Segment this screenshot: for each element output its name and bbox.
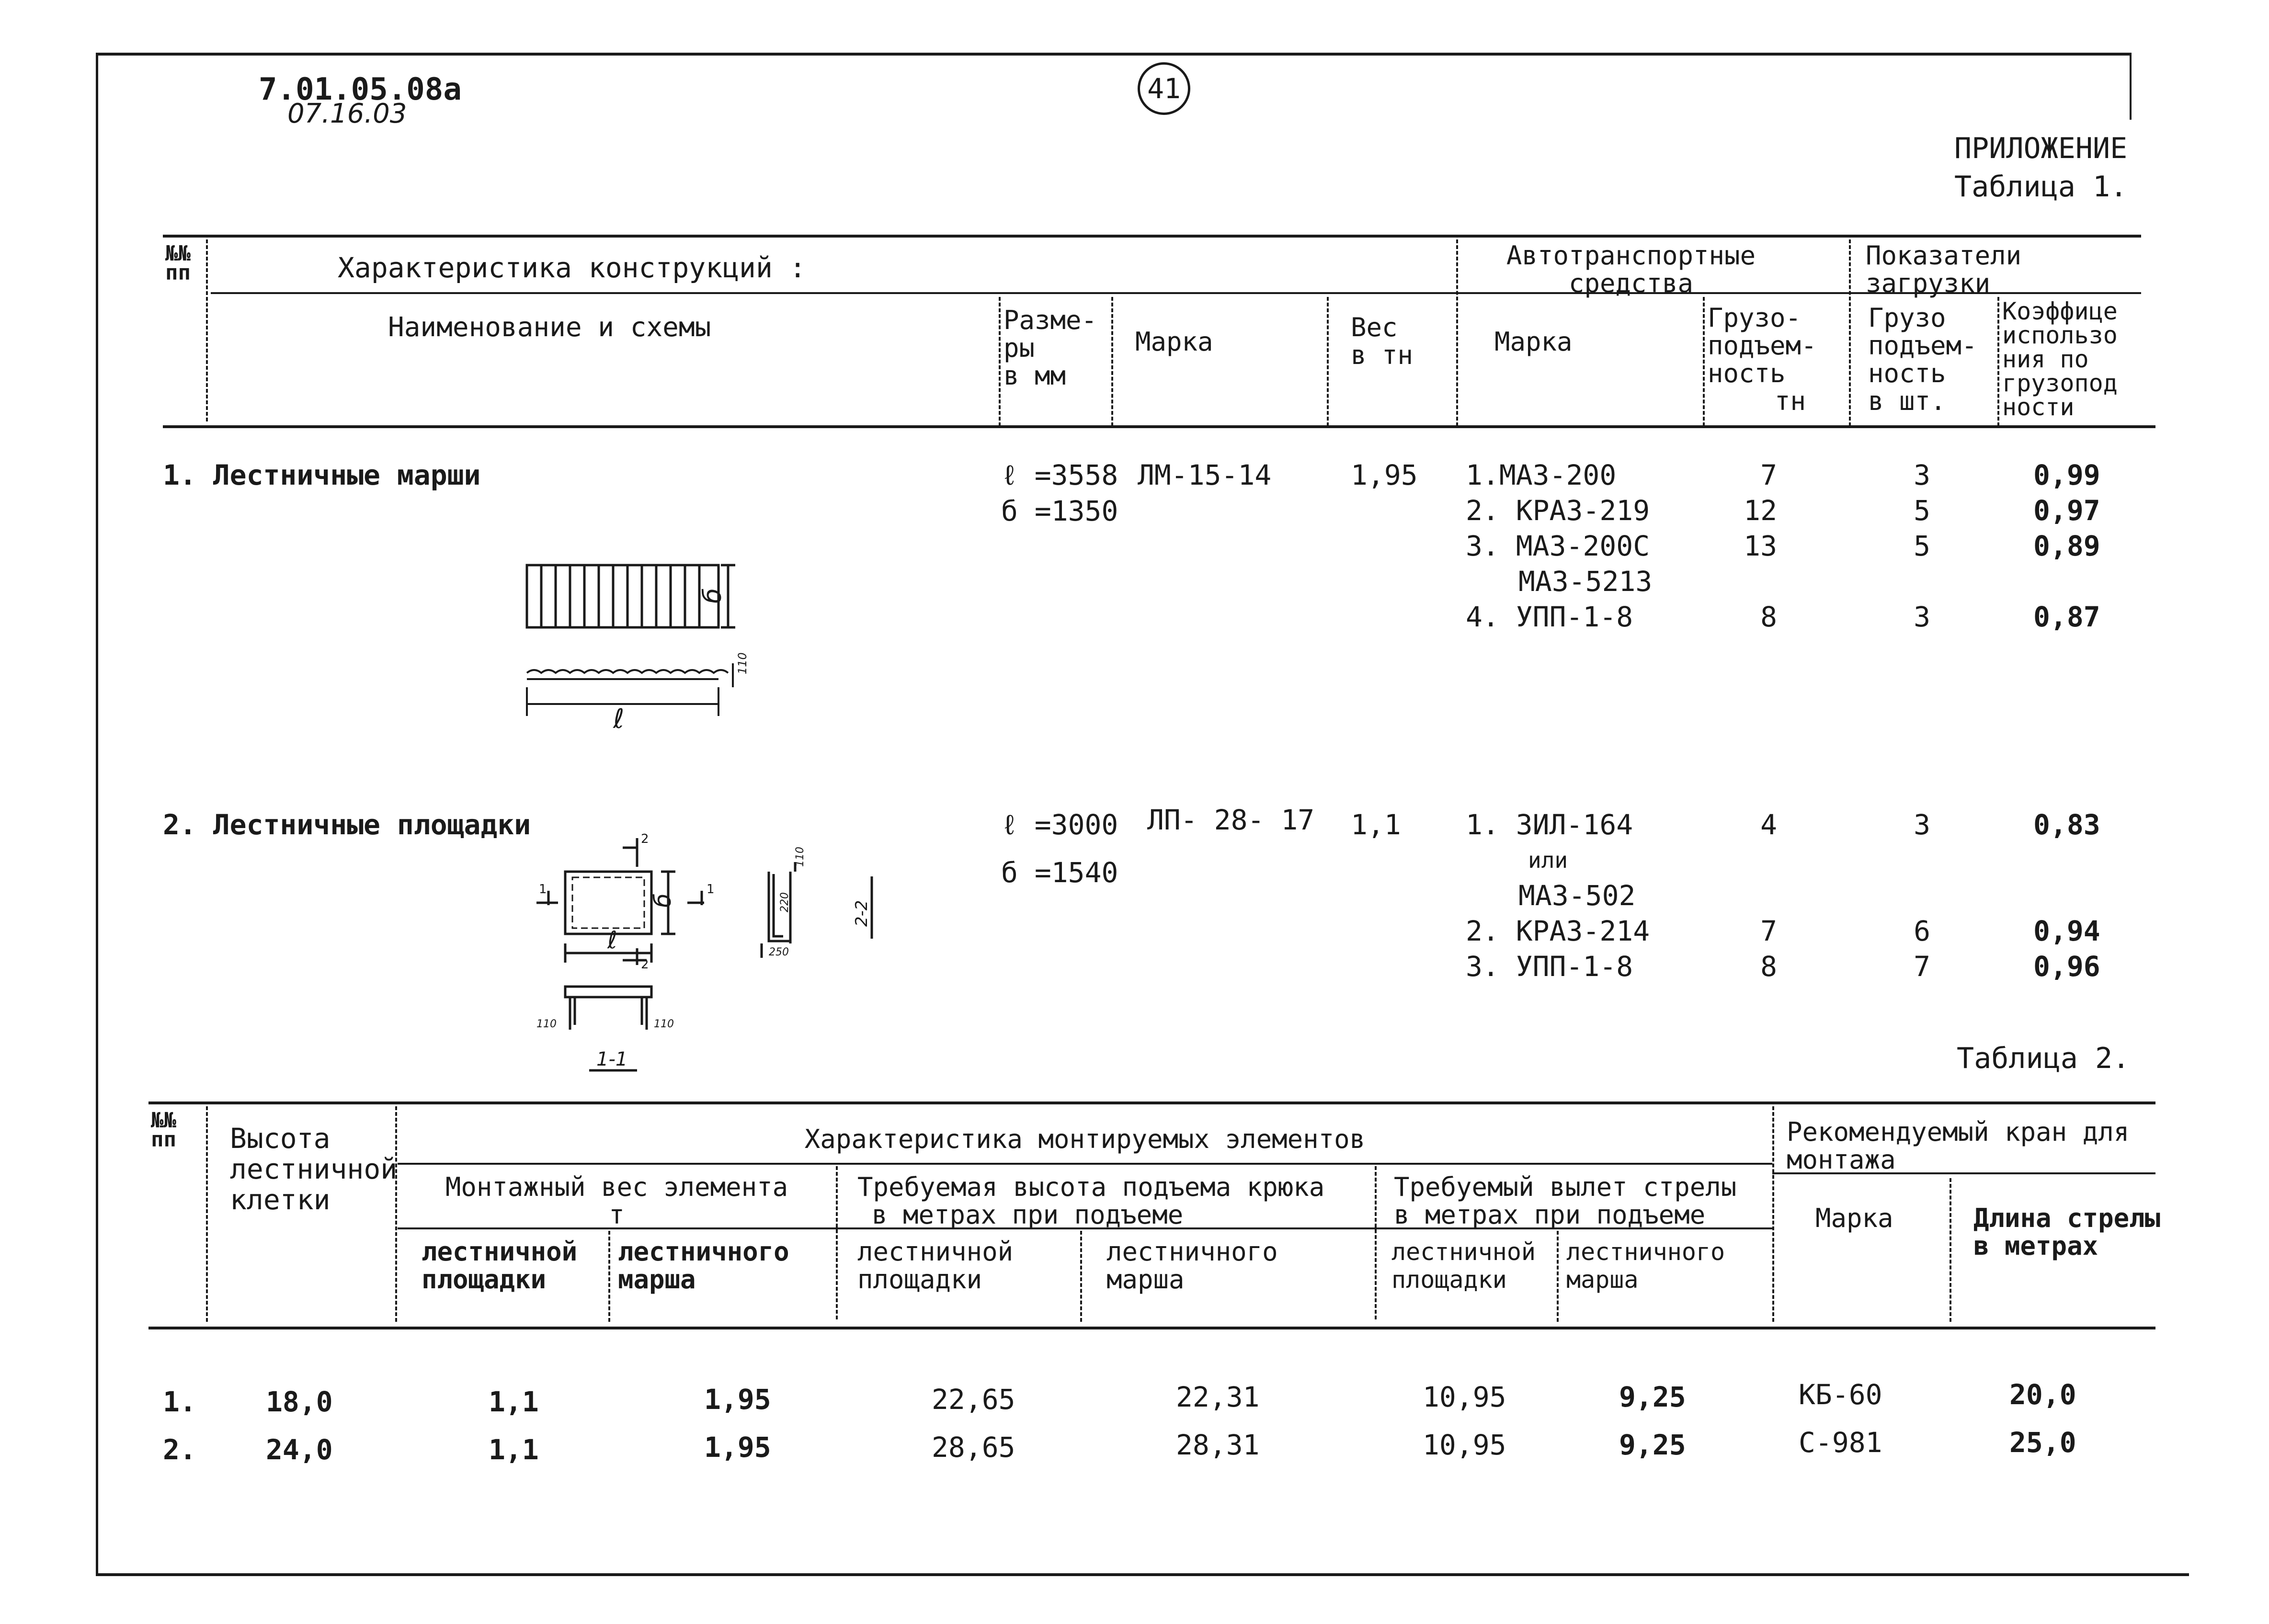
doc-code: 7.01.05.08а: [259, 72, 462, 107]
landing-mark-2-top: 2: [641, 832, 649, 846]
table2-h-reach-flight: лестничного марша: [1566, 1238, 1725, 1294]
table2-h-crane-mark: Марка: [1815, 1203, 1893, 1233]
row2-capacity: 4 7 8: [1760, 808, 1777, 983]
landing-dim-b: б: [650, 893, 676, 908]
t2r2-boom: 25,0: [2009, 1426, 2076, 1459]
landing-dim-110-left: 110: [536, 1018, 557, 1030]
t2r1-w-landing: 1,1: [489, 1386, 539, 1418]
table1-h-size: Разме- ры в мм: [1003, 305, 1097, 391]
table2-h-reach-landing: лестничной площадки: [1391, 1238, 1536, 1294]
table2-divider-reach-mid: [1557, 1231, 1559, 1322]
table1-h-pcs: Грузо подъем- ность в шт.: [1868, 303, 1977, 416]
frame-top-line: [96, 53, 2132, 56]
t2r1-boom: 20,0: [2009, 1378, 2076, 1411]
landing-mark-2-bottom: 2: [641, 957, 649, 972]
landing-dim-110-right: 110: [654, 1018, 674, 1030]
table1-h-tmark: Марка: [1494, 327, 1573, 357]
t2r1-reach-landing: 10,95: [1423, 1381, 1506, 1413]
appendix-label: ПРИЛОЖЕНИЕ: [1954, 132, 2128, 165]
table2-divider-boom: [1950, 1178, 1951, 1322]
table1-divider-mark: [1111, 297, 1113, 426]
landing-plan: [536, 838, 704, 965]
t2r2-reach-flight: 9,25: [1619, 1429, 1686, 1461]
row1-weight: 1,95: [1351, 459, 1418, 491]
row2-vehicle-1: 1. ЗИЛ-164: [1466, 808, 1633, 841]
row2-size-l: ℓ =3000: [1001, 808, 1118, 841]
table2-h-height: Высота лестничной клетки: [230, 1122, 398, 1216]
row2-weight: 1,1: [1351, 808, 1401, 841]
t2r1-hook-flight: 22,31: [1176, 1381, 1260, 1413]
row1-pcs: 3 5 5 3: [1914, 459, 1930, 633]
t2r1-height: 18,0: [266, 1386, 333, 1418]
table2-divider-hook-mid: [1080, 1231, 1082, 1322]
t2r2-reach-landing: 10,95: [1423, 1429, 1506, 1461]
table1-sub-rule: [211, 292, 2141, 294]
frame-right-tick: [2130, 53, 2132, 120]
flight-dim-l: ℓ: [613, 704, 625, 735]
landing-section-11-label: 1-1: [596, 1048, 628, 1070]
row2-vehicle-4: 2. КРАЗ-214: [1466, 915, 1650, 947]
table2-h-hook-flight: лестничного марша: [1106, 1237, 1278, 1295]
table1-h-coef: Коэффице использо ния по грузопод ности: [2002, 297, 2118, 421]
t2r1-crane: КБ-60: [1799, 1378, 1882, 1411]
table1-h-num: №№ пп: [165, 241, 191, 285]
row2-vehicles: [1466, 807, 1650, 984]
t2r1-hook-landing: 22,65: [932, 1383, 1015, 1416]
stair-flight-sketch: [517, 560, 786, 738]
table2-divider-num: [206, 1106, 208, 1322]
table2-h-weight: Монтажный вес элемента т: [445, 1172, 788, 1230]
row1-capacity: 7 12 13 8: [1744, 459, 1777, 633]
landing-section-22-label: 2-2: [852, 900, 871, 927]
row1-name: 1. Лестничные марши: [163, 459, 481, 491]
table1-label: Таблица 1.: [1954, 170, 2128, 204]
table2-divider-reach: [1375, 1166, 1377, 1319]
row2-size-b: б =1540: [1001, 856, 1118, 889]
row1-vehicles: [1466, 457, 1652, 635]
table1-divider-pcs: [1997, 297, 1999, 426]
table2-h-num: №№ пп: [151, 1108, 176, 1152]
table2-label: Таблица 2.: [1957, 1042, 2130, 1075]
table2-h-char: Характеристика монтируемых элементов: [804, 1124, 1366, 1154]
frame-left-line: [96, 53, 98, 1576]
table1-divider-load: [1849, 239, 1851, 426]
table1-divider-size: [999, 297, 1001, 426]
t2r2-num: 2.: [163, 1433, 196, 1466]
table2-h-crane: Рекомендуемый кран для монтажа: [1787, 1117, 2130, 1175]
frame-bottom-line: [96, 1573, 2189, 1576]
row2-pcs: 3 6 7: [1914, 808, 1930, 983]
row2-name: 2. Лестничные площадки: [163, 808, 531, 841]
row1-vehicle-3: 3. МАЗ-200С: [1466, 530, 1650, 562]
row1-vehicle-2: 2. КРАЗ-219: [1466, 494, 1650, 527]
t2r1-num: 1.: [163, 1386, 196, 1418]
table1-h-weight: Вес в тн: [1351, 312, 1414, 370]
table2-top-rule: [148, 1102, 2155, 1104]
table1-h-transport: Автотранспортные средства: [1506, 240, 1756, 298]
table2-h-w-flight: лестничного марша: [618, 1237, 789, 1295]
table2-header-bottom-rule: [148, 1327, 2155, 1329]
row1-vehicle-5: 4. УПП-1-8: [1466, 601, 1633, 633]
landing-dim-220: 220: [779, 892, 791, 912]
t2r1-w-flight: 1,95: [704, 1383, 771, 1416]
t2r2-w-landing: 1,1: [489, 1433, 539, 1466]
t2r2-hook-flight: 28,31: [1176, 1429, 1260, 1461]
table1-divider-num: [206, 239, 208, 421]
row1-mark: ЛМ-15-14: [1138, 459, 1272, 491]
landing-dim-l: ℓ: [607, 926, 617, 954]
row2-coef: 0,83 0,94 0,96: [2033, 808, 2100, 983]
table2-h-hook: Требуемая высота подъема крюка в метрах при подъеме: [857, 1172, 1325, 1230]
flight-dim-b: б: [698, 588, 727, 603]
row1-vehicle-4: МАЗ-5213: [1518, 565, 1653, 598]
table1-h-mark: Марка: [1135, 327, 1213, 357]
landing-mark-1-right: 1: [707, 882, 715, 897]
table1-divider-weight: [1327, 297, 1329, 426]
table1-header-bottom-rule: [163, 425, 2155, 428]
row2-vehicle-3: МАЗ-502: [1518, 879, 1636, 912]
table2-h-reach: Требуемый вылет стрелы в метрах при подъеме: [1394, 1172, 1737, 1230]
t2r2-crane: С-981: [1799, 1426, 1882, 1459]
t2r2-hook-landing: 28,65: [932, 1431, 1015, 1464]
table1-h-load: Показатели загрузки: [1866, 240, 2022, 298]
t2r2-w-flight: 1,95: [704, 1431, 771, 1464]
table1-divider-transport: [1456, 239, 1458, 426]
table2-h-w-landing: лестничной площадки: [422, 1237, 578, 1295]
stair-flight-profile: [527, 663, 733, 716]
table2-h-hook-landing: лестничной площадки: [857, 1237, 1014, 1295]
table2-rule-char: [398, 1163, 1772, 1165]
row1-vehicle-1: 1.МАЗ-200: [1466, 459, 1617, 491]
landing-dim-110-top: 110: [794, 847, 806, 867]
landing-mark-1-left: 1: [539, 882, 547, 897]
stair-landing-sketch: [503, 829, 910, 1097]
table2-h-boom: Длина стрелы в метрах: [1973, 1203, 2161, 1261]
t2r1-reach-flight: 9,25: [1619, 1381, 1686, 1413]
table2-divider-w-mid: [608, 1231, 610, 1322]
table1-h-capacity: Грузо- подъем- ность тн: [1708, 303, 1817, 416]
table1-h-construction: Характеристика конструкций :: [338, 251, 806, 284]
page-number: 41: [1147, 72, 1181, 105]
row1-size-b: б =1350: [1001, 495, 1118, 527]
row1-size-l: ℓ =3558: [1001, 459, 1118, 491]
row1-coef: 0,99 0,97 0,89 0,87: [2033, 459, 2100, 633]
landing-dim-250: 250: [769, 946, 789, 958]
table1-top-rule: [163, 235, 2141, 238]
row2-mark: ЛП- 28- 17: [1147, 804, 1315, 836]
table2-divider-crane: [1772, 1106, 1774, 1322]
page-number-circle: [1138, 62, 1190, 115]
table2-divider-hook: [836, 1166, 838, 1319]
flight-dim-110: 110: [736, 652, 749, 674]
table1-h-name: Наименование и схемы: [388, 312, 711, 343]
t2r2-height: 24,0: [266, 1433, 333, 1466]
table1-divider-tmark: [1703, 297, 1705, 426]
row2-vehicle-5: 3. УПП-1-8: [1466, 950, 1633, 983]
doc-sub-code: 07.16.03: [287, 98, 407, 129]
row2-vehicle-2: или: [1528, 847, 1568, 873]
